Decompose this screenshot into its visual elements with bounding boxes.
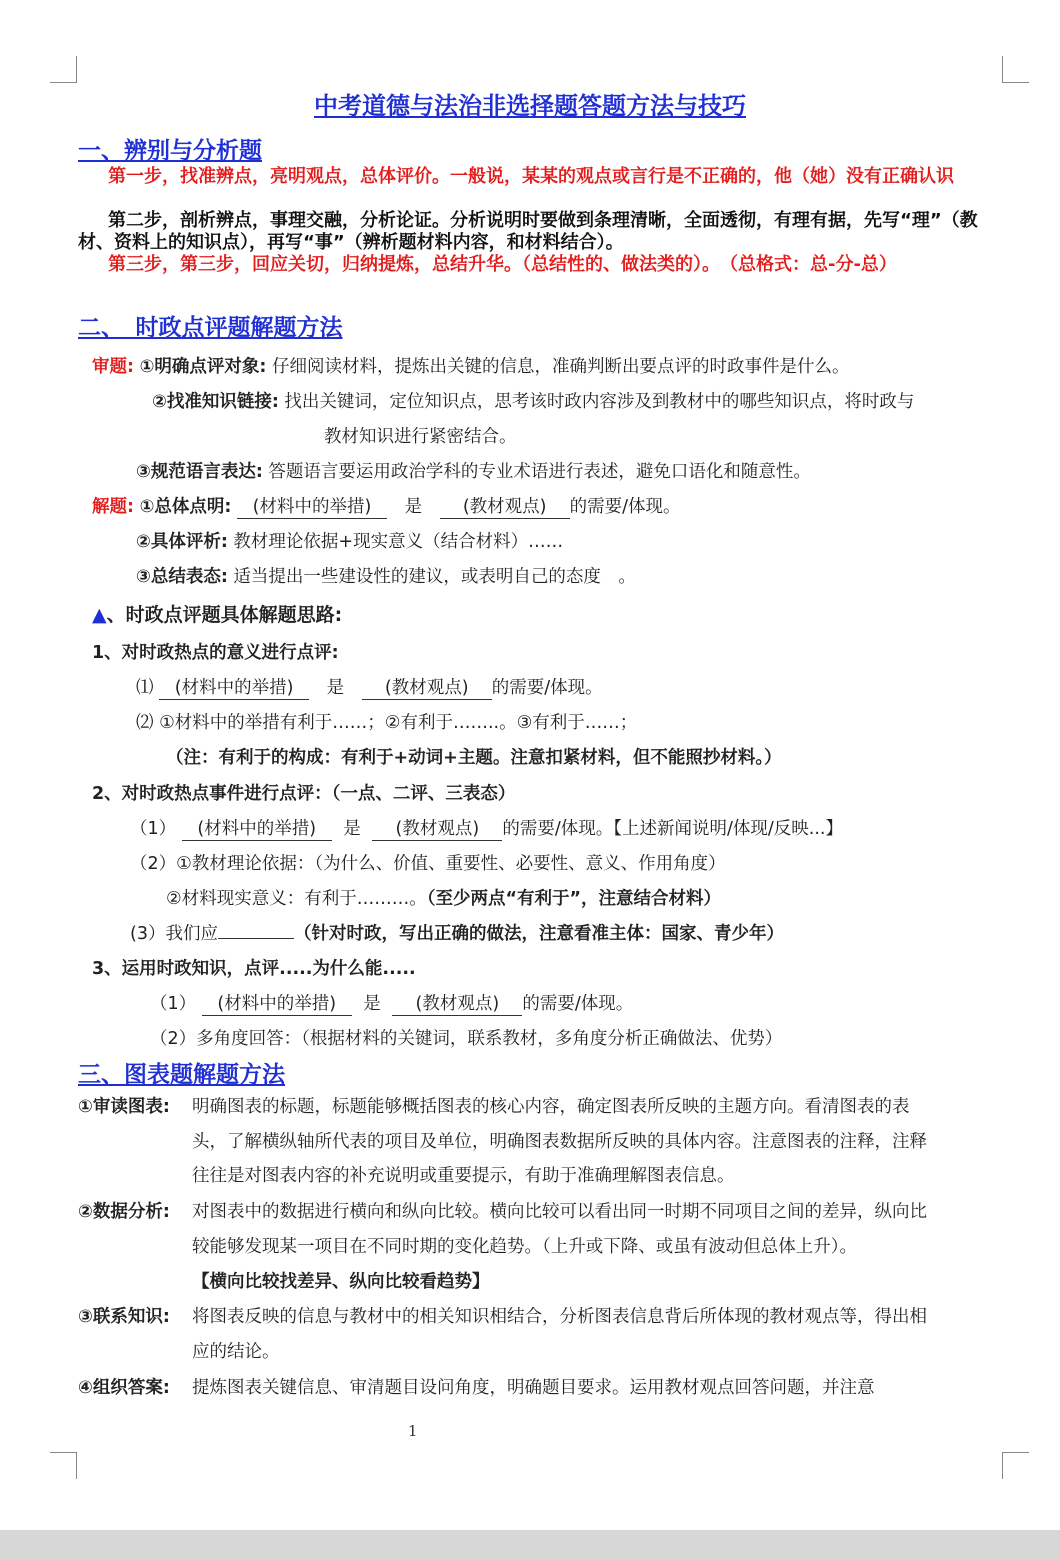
jie1-blank-1: (材料中的举措) bbox=[237, 493, 387, 519]
point1-a-blank-2: (教材观点) bbox=[362, 674, 492, 700]
jie1-end: 的需要/体现。 bbox=[569, 497, 681, 517]
point3-title: 3、运用时政知识，点评.....为什么能..... bbox=[92, 959, 416, 979]
sub-heading bbox=[92, 600, 342, 627]
page-number: 1 bbox=[408, 1422, 418, 1440]
page-title: 中考道德与法治非选择题答题方法与技巧 bbox=[314, 92, 746, 120]
s1-label: ①审读图表: bbox=[78, 1097, 170, 1117]
shen1-label: ①明确点评对象: bbox=[139, 357, 267, 377]
section3-heading: 三、图表题解题方法 bbox=[78, 1062, 285, 1088]
shenti-row-2 bbox=[152, 388, 914, 413]
s3-label: ③联系知识: bbox=[78, 1307, 170, 1327]
s1-line-2: 头，了解横纵轴所代表的项目及单位，明确图表数据所反映的具体内容。注意图表的注释，注释 bbox=[192, 1132, 927, 1152]
shenti-row-3 bbox=[136, 458, 811, 483]
point2-c bbox=[166, 885, 721, 910]
point2-c-bold: （至少两点“有利于”，注意结合材料） bbox=[426, 889, 721, 909]
point1-a bbox=[136, 674, 603, 700]
jieti-row-2 bbox=[136, 528, 563, 553]
point2-title: 2、对时政热点事件进行点评：（一点、二评、三表态） bbox=[92, 784, 516, 804]
shen1-text: 仔细阅读材料，提炼出关键的信息，准确判断出要点评的时政事件是什么。 bbox=[271, 357, 850, 377]
jie1-mid: 是 bbox=[404, 497, 423, 517]
point3-b: （2）多角度回答：（根据材料的关键词，联系教材，多角度分析正确做法、优势） bbox=[150, 1029, 783, 1049]
section1-heading: 一、辨别与分析题 bbox=[78, 138, 262, 164]
s1-line-1: 明确图表的标题，标题能够概括图表的核心内容，确定图表所反映的主题方向。看清图表的表 bbox=[192, 1097, 910, 1117]
s2-line-2: 较能够发现某一项目在不同时期的变化趋势。（上升或下降、或虽有波动但总体上升）。 bbox=[192, 1237, 857, 1257]
point3-a-mid: 是 bbox=[363, 994, 381, 1014]
jieti-row-3 bbox=[136, 563, 636, 588]
point2-d-text: (3）我们应 bbox=[130, 924, 218, 944]
s1-line-3: 往往是对图表内容的补充说明或重要提示，有助于准确理解图表信息。 bbox=[192, 1166, 735, 1186]
point3-a-blank-2: (教材观点) bbox=[392, 990, 522, 1016]
s3-line-2: 应的结论。 bbox=[192, 1342, 280, 1362]
s4-line-1: 提炼图表关键信息、审清题目设问角度，明确题目要求。运用教材观点回答问题，并注意 bbox=[192, 1378, 875, 1398]
point1-title: 1、对时政热点的意义进行点评: bbox=[92, 643, 339, 663]
triangle-icon: ▲ bbox=[92, 604, 107, 626]
jie1-blank-2: (教材观点) bbox=[440, 493, 570, 519]
page-gap bbox=[0, 1530, 1060, 1560]
shenti-label: 审题: bbox=[92, 357, 134, 377]
point2-a bbox=[130, 815, 843, 841]
shen2-text: 找出关键词，定位知识点，思考该时政内容涉及到教材中的哪些知识点，将时政与 bbox=[284, 392, 915, 412]
jie2-text: 教材理论依据+现实意义（结合材料）…… bbox=[233, 532, 564, 552]
crop-mark-top-right bbox=[1002, 56, 1029, 83]
section2-heading: 二、 时政点评题解题方法 bbox=[78, 315, 343, 341]
point1-b: ⑵ ①材料中的举措有利于……；②有利于……..。③有利于……； bbox=[136, 713, 638, 733]
shen2-text-cont: 教材知识进行紧密结合。 bbox=[324, 427, 517, 447]
point3-a bbox=[150, 990, 633, 1016]
point3-a-end: 的需要/体现。 bbox=[522, 994, 634, 1014]
s3-line-1: 将图表反映的信息与教材中的相关知识相结合，分析图表信息背后所体现的教材观点等，得出相 bbox=[192, 1307, 927, 1327]
point1-a-prefix: ⑴ bbox=[136, 678, 154, 698]
shen3-label: ③规范语言表达: bbox=[136, 462, 263, 482]
jie2-label: ②具体评析: bbox=[136, 532, 228, 552]
point2-d bbox=[130, 920, 784, 945]
sub-heading-text: 、时政点评题具体解题思路: bbox=[106, 604, 343, 626]
jieti-label: 解题: bbox=[92, 497, 134, 517]
jie3-label: ③总结表态: bbox=[136, 567, 228, 587]
shen3-text: 答题语言要运用政治学科的专业术语进行表述，避免口语化和随意性。 bbox=[268, 462, 811, 482]
point2-a-mid: 是 bbox=[343, 819, 361, 839]
s2-label: ②数据分析: bbox=[78, 1202, 170, 1222]
point2-d-blank bbox=[218, 938, 294, 939]
point2-a-blank-2: (教材观点) bbox=[372, 815, 502, 841]
s2-line-1: 对图表中的数据进行横向和纵向比较。横向比较可以看出同一时期不同项目之间的差异，纵向比 bbox=[192, 1202, 927, 1222]
point3-a-prefix: （1） bbox=[150, 994, 197, 1014]
point2-c-text: ②材料现实意义：有利于………。 bbox=[166, 889, 427, 909]
section1-step1: 第一步，找准辨点，亮明观点，总体评价。一般说，某某的观点或言行是不正确的，他（她）没有正确认识 bbox=[108, 166, 954, 187]
s4-label: ④组织答案: bbox=[78, 1378, 170, 1398]
crop-mark-bottom-left bbox=[50, 1452, 77, 1479]
jieti-row-1 bbox=[92, 493, 681, 519]
point1-a-end: 的需要/体现。 bbox=[491, 678, 603, 698]
crop-mark-top-left bbox=[50, 56, 77, 83]
point3-a-blank-1: (材料中的举措) bbox=[202, 990, 352, 1016]
point2-a-prefix: （1） bbox=[130, 819, 177, 839]
point2-a-blank-1: (材料中的举措) bbox=[182, 815, 332, 841]
s2-line-3: 【横向比较找差异、纵向比较看趋势】 bbox=[192, 1272, 490, 1292]
point2-a-end: 的需要/体现。【上述新闻说明/体现/反映...】 bbox=[502, 819, 843, 839]
section1-step2: 第二步，剖析辨点，事理交融，分析论证。分析说明时要做到条理清晰，全面透彻，有理有据，先写“理”（教材、资料上的知识点），再写“事”（辨析题材料内容，和材料结合）。 bbox=[78, 210, 978, 253]
jie3-text: 适当提出一些建设性的建议，或表明自己的态度 。 bbox=[233, 567, 636, 587]
point1-a-mid: 是 bbox=[326, 678, 345, 698]
shenti-row-1 bbox=[92, 353, 849, 378]
point1-note: （注：有利于的构成：有利于+动词+主题。注意扣紧材料，但不能照抄材料。） bbox=[166, 748, 782, 768]
point1-a-blank-1: (材料中的举措) bbox=[159, 674, 309, 700]
point2-b: （2）①教材理论依据：（为什么、价值、重要性、必要性、意义、作用角度） bbox=[130, 854, 726, 874]
point2-d-bold: （针对时政，写出正确的做法，注意看准主体：国家、青少年） bbox=[293, 924, 784, 944]
jie1-label: ①总体点明: bbox=[139, 497, 232, 517]
section1-step3: 第三步，第三步，回应关切，归纳提炼，总结升华。（总结性的、做法类的）。 （总格式：总-分-总） bbox=[108, 254, 897, 275]
shen2-label: ②找准知识链接: bbox=[152, 392, 279, 412]
crop-mark-bottom-right bbox=[1002, 1452, 1029, 1479]
